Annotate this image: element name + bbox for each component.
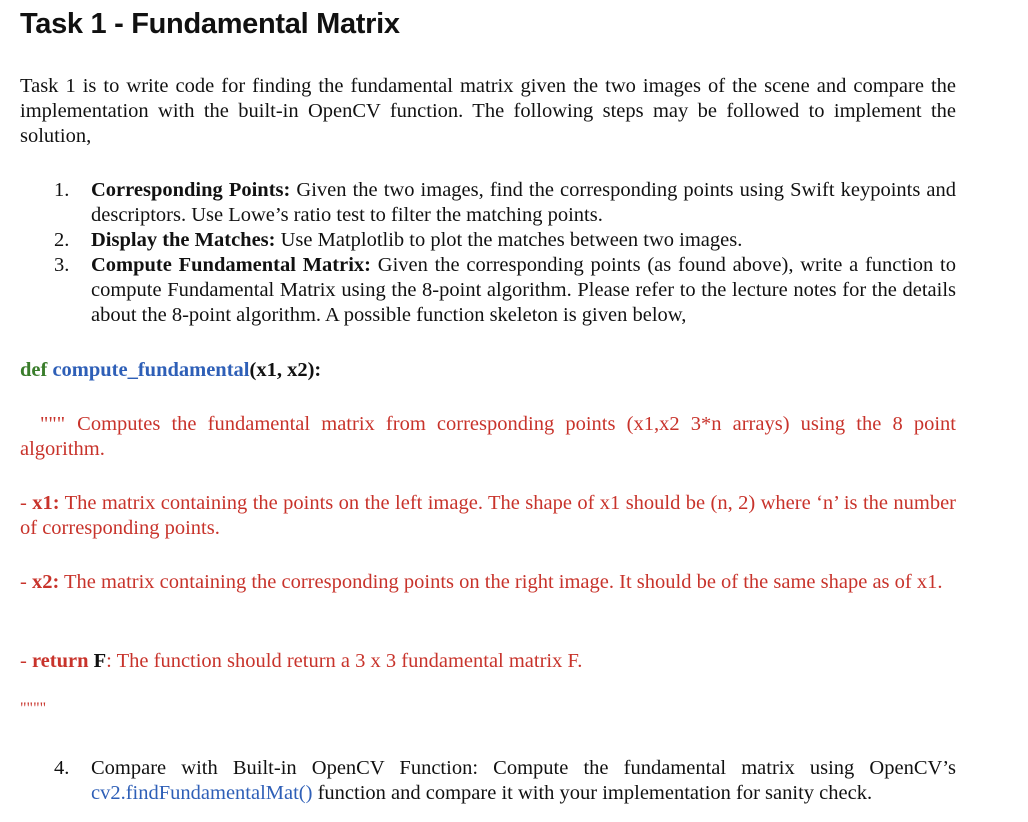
param-text: The matrix containing the corresponding points on the right image. It should be of the same shape as of x1.: [59, 571, 943, 593]
param-dash: -: [20, 571, 32, 593]
step-text: Given the corresponding points (as found above), write a function to compute Fundamental Matrix using the 8-point algorithm. Please refer to the lecture notes for the details about the 8-point algorithm. A possible function skeleton is given below,: [91, 254, 956, 326]
function-signature: [20, 358, 321, 383]
param-dash: -: [20, 492, 33, 514]
step-text-end: function and compare it with your implementation for sanity check.: [312, 782, 873, 804]
step-number: 3.: [54, 254, 70, 276]
return-name: F: [88, 650, 107, 672]
list-item: [20, 756, 956, 806]
step-text: Compare with Built-in OpenCV Function: Compute the fundamental matrix using OpenCV’s: [91, 757, 956, 779]
return-dash: -: [20, 650, 32, 672]
docstring-summary: [20, 412, 956, 462]
docstring-open-quotes: """: [40, 413, 66, 435]
param-text: The matrix containing the points on the left image. The shape of x1 should be (n, 2) where ‘n’ is the number of corresponding points.: [20, 492, 957, 539]
list-item: [20, 178, 956, 228]
intro-paragraph: Task 1 is to write code for finding the fundamental matrix given the two images of the scene and compare the implementation with the built-in OpenCV function. The following steps may be followed to implement the solution,: [20, 75, 956, 147]
docstring-param-x2: [20, 570, 956, 595]
return-keyword: return: [31, 650, 89, 672]
step-number: 2.: [54, 229, 70, 251]
step-text: Given the two images, find the corresponding points using Swift keypoints and descriptors. Use Lowe’s ratio test to filter the matching points.: [91, 179, 956, 226]
step-label: Corresponding Points:: [91, 179, 291, 201]
step-text: Use Matplotlib to plot the matches between two images.: [275, 229, 743, 251]
docstring-summary-text: Computes the fundamental matrix from corresponding points (x1,x2 3*n arrays) using the 8 point algorithm.: [20, 413, 956, 460]
return-text: : The function should return a 3 x 3 fundamental matrix F.: [106, 650, 583, 672]
list-item: [20, 253, 956, 328]
page-title: Task 1 - Fundamental Matrix: [20, 8, 400, 40]
docstring-param-x1: [20, 491, 956, 541]
opencv-function-link: cv2.findFundamentalMat(): [91, 782, 313, 804]
steps-list-continued: [20, 756, 956, 806]
function-args: (x1, x2):: [249, 359, 322, 381]
docstring-close-quotes: """": [20, 700, 47, 717]
docstring-return: [20, 649, 956, 674]
function-name: compute_fundamental: [52, 359, 250, 381]
step-label: Display the Matches:: [91, 229, 276, 251]
step-label: Compute Fundamental Matrix:: [91, 254, 371, 276]
step-number: 1.: [54, 179, 70, 201]
param-name: x1:: [32, 492, 60, 514]
steps-list: [20, 178, 956, 328]
param-name: x2:: [31, 571, 60, 593]
list-item: [20, 228, 956, 253]
step-number: 4.: [54, 757, 70, 779]
def-keyword: def: [20, 359, 48, 381]
